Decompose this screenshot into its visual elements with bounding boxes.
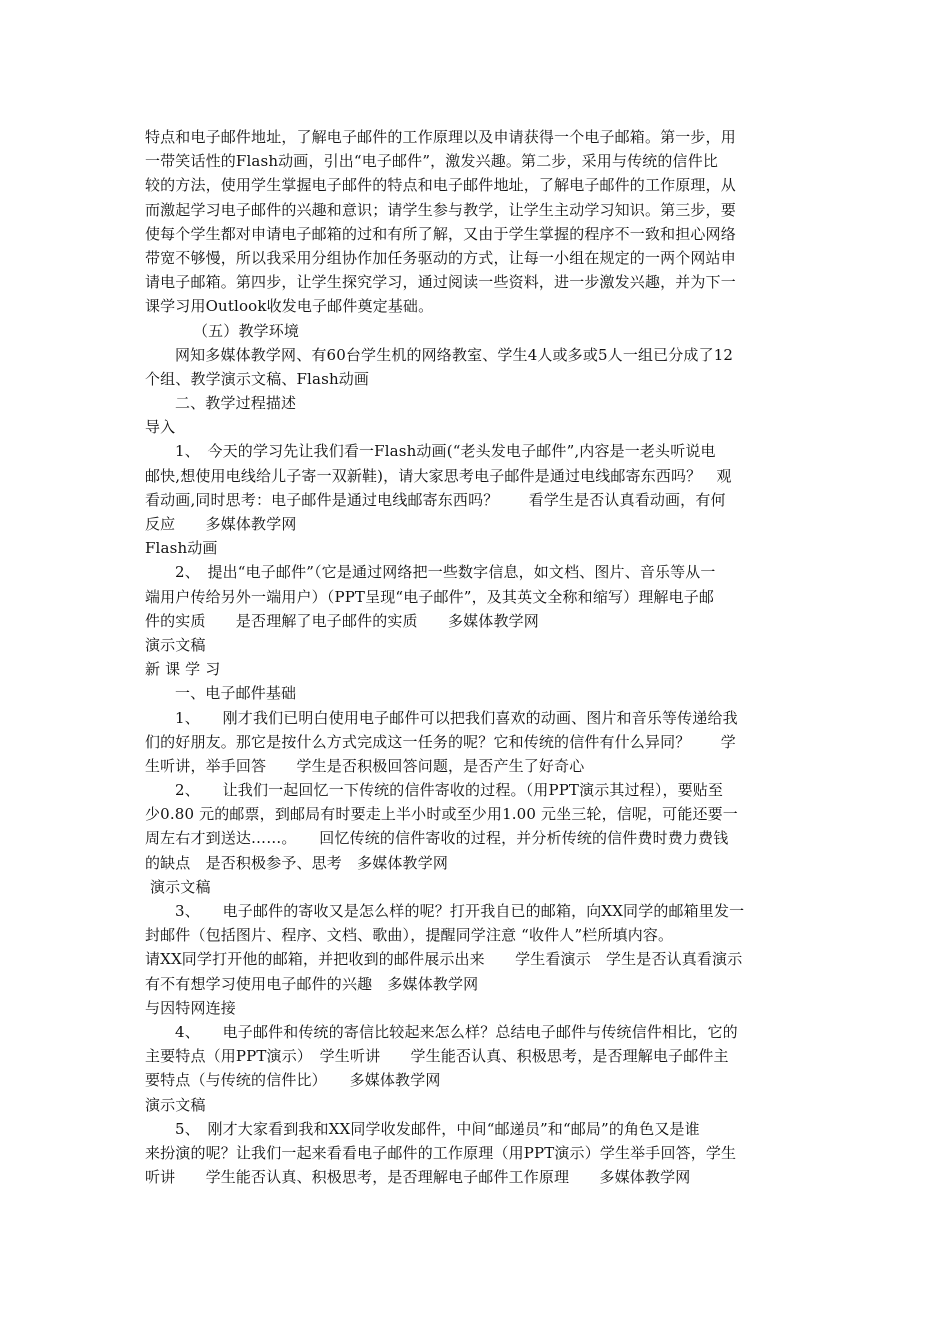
text-line: 5、 刚才大家看到我和XX同学收发邮件，中间“邮递员”和“邮局”的角色又是谁 — [175, 1119, 700, 1138]
text-line: 课学习用Outlook收发电子邮件奠定基础。 — [145, 297, 434, 316]
text-line: 而激起学习电子邮件的兴趣和意识；请学生参与教学，让学生主动学习知识。第三步，要 — [145, 200, 736, 219]
text-line: 要特点（与传统的信件比） 多媒体教学网 — [145, 1071, 441, 1090]
text-line: 带宽不够慢，所以我采用分组协作加任务驱动的方式，让每一小组在规定的一两个网站申 — [145, 248, 736, 267]
text-line: 看动画,同时思考：电子邮件是通过电线邮寄东西吗？ 看学生是否认真看动画，有何 — [145, 490, 726, 509]
text-line: 4、 电子邮件和传统的寄信比较起来怎么样？总结电子邮件与传统信件相比，它的 — [175, 1022, 738, 1041]
text-line: 周左右才到送达……。 回忆传统的信件寄收的过程，并分析传统的信件费时费力费钱 — [145, 829, 729, 848]
text-line: 网知多媒体教学网、有60台学生机的网络教室、学生4人或多或5人一组已分成了12 — [175, 345, 734, 364]
text-line: 听讲 学生能否认真、积极思考，是否理解电子邮件工作原理 多媒体教学网 — [145, 1168, 691, 1187]
text-line: 请XX同学打开他的邮箱，并把收到的邮件展示出来 学生看演示 学生是否认真看演示 — [145, 950, 743, 969]
text-line: 反应 多媒体教学网 — [145, 515, 297, 533]
text-line: 个组、教学演示文稿、Flash动画 — [145, 369, 370, 388]
text-line: 生听讲，举手回答 学生是否积极回答问题，是否产生了好奇心 — [145, 756, 585, 775]
text-line: 1、 今天的学习先让我们看一Flash动画(“老头发电子邮件”,内容是一老头听说电 — [175, 442, 716, 461]
text-line: 演示文稿 — [145, 1095, 206, 1114]
text-line: 请电子邮箱。第四步，让学生探究学习，通过阅读一些资料，进一步激发兴趣，并为下一 — [145, 273, 736, 292]
text-line: 与因特网连接 — [145, 998, 236, 1017]
text-line: 封邮件（包括图片、程序、文档、歌曲），提醒同学注意 “收件人”栏所填内容。 — [145, 926, 674, 945]
text-line: 使每个学生都对申请电子邮箱的过和有所了解，又由于学生掌握的程序不一致和担心网络 — [145, 224, 736, 243]
text-line: 们的好朋友。那它是按什么方式完成这一任务的呢？它和传统的信件有什么异同？ 学 — [145, 732, 736, 751]
text-line: 特点和电子邮件地址，了解电子邮件的工作原理以及申请获得一个电子邮箱。第一步，用 — [145, 128, 736, 146]
text-line: 2、 让我们一起回忆一下传统的信件寄收的过程。（用PPT演示其过程），要贴至 — [175, 781, 724, 800]
text-line: 3、 电子邮件的寄收又是怎么样的呢？打开我自已的邮箱，向XX同学的邮箱里发一 — [175, 902, 745, 920]
document-page — [145, 125, 810, 1189]
text-line: 有不有想学习使用电子邮件的兴趣 多媒体教学网 — [145, 974, 479, 993]
text-line: 邮快,想使用电线给儿子寄一双新鞋)，请大家思考电子邮件是通过电线邮寄东西吗？ 观 — [145, 466, 732, 485]
text-line: 演示文稿 — [145, 635, 206, 654]
text-line: 的缺点 是否积极参予、思考 多媒体教学网 — [145, 853, 449, 872]
text-line: 一、电子邮件基础 — [175, 684, 297, 703]
text-line: 新 课 学 习 — [145, 660, 221, 679]
text-line: Flash动画 — [145, 539, 218, 558]
text-line: 来扮演的呢？让我们一起来看看电子邮件的工作原理（用PPT演示）学生举手回答，学生 — [145, 1143, 737, 1162]
text-line: 二、教学过程描述 — [175, 394, 297, 413]
text-line: 导入 — [145, 418, 176, 437]
text-line: 1、 刚才我们已明白使用电子邮件可以把我们喜欢的动画、图片和音乐等传递给我 — [175, 708, 738, 727]
text-line: 一带笑话性的Flash动画，引出“电子邮件”，激发兴趣。第二步，采用与传统的信件比 — [145, 152, 718, 171]
text-line: 件的实质 是否理解了电子邮件的实质 多媒体教学网 — [145, 611, 539, 630]
text-line: （五）教学环境 — [193, 321, 300, 340]
text-line: 较的方法，使用学生掌握电子邮件的特点和电子邮件地址，了解电子邮件的工作原理，从 — [145, 176, 736, 195]
text-line: 演示文稿 — [150, 877, 211, 896]
text-line: 主要特点（用PPT演示） 学生听讲 学生能否认真、积极思考，是否理解电子邮件主 — [145, 1047, 729, 1066]
text-line: 少0.80 元的邮票，到邮局有时要走上半小时或至少用1.00 元坐三轮，信呢，可能还要一 — [145, 805, 738, 824]
text-line: 2、 提出“电子邮件”（它是通过网络把一些数字信息，如文档、图片、音乐等从一 — [175, 563, 716, 582]
text-line: 端用户传给另外一端用户）（PPT呈现“电子邮件”，及其英文全称和缩写）理解电子邮 — [145, 587, 715, 606]
